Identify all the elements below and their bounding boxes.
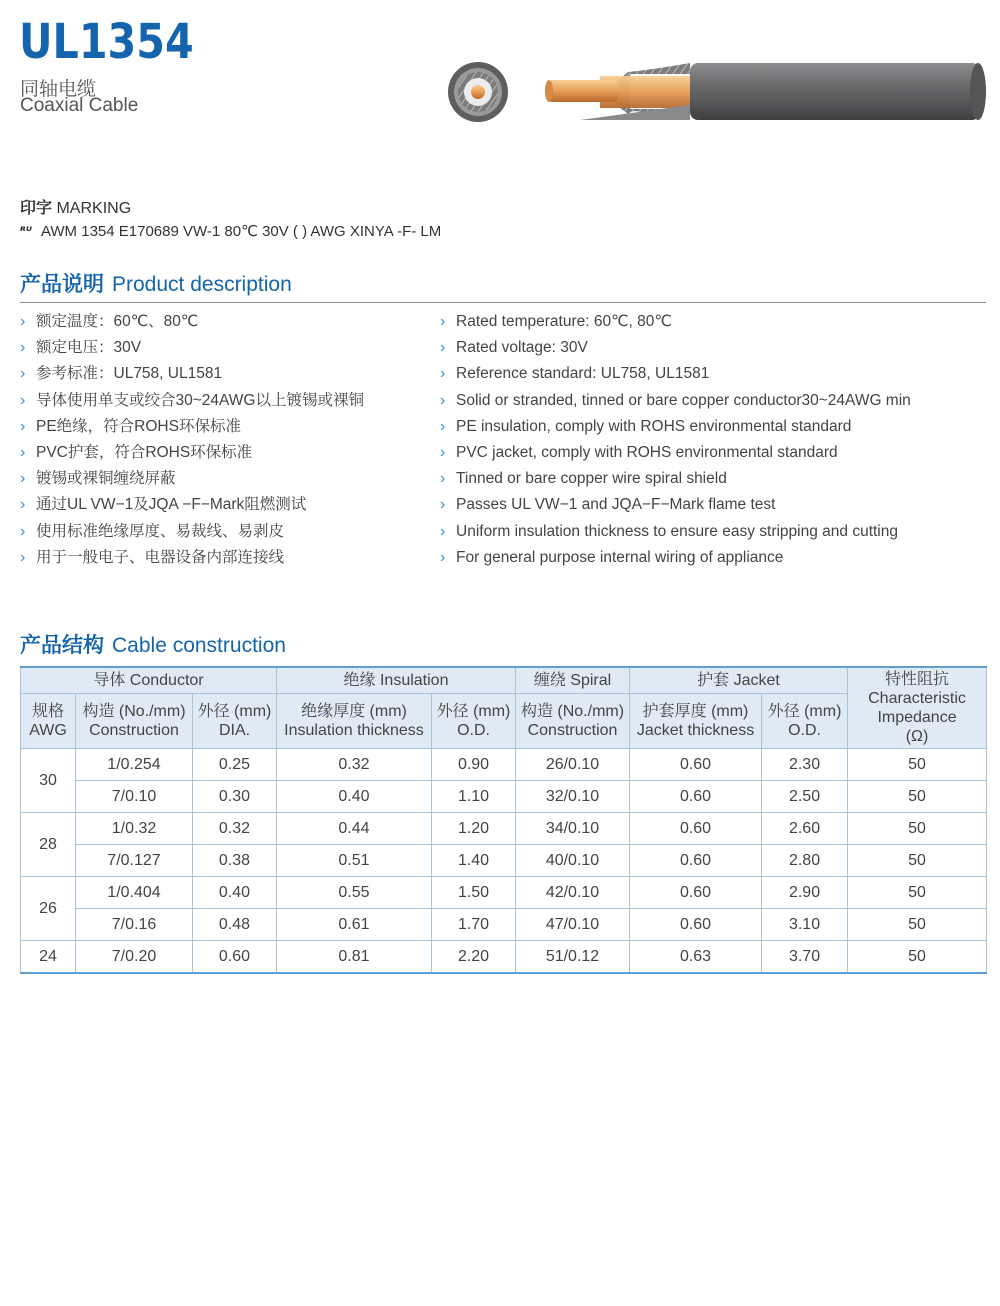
table-cell: 50 bbox=[848, 845, 987, 877]
table-cell: 1/0.32 bbox=[76, 813, 193, 845]
description-item-en bbox=[440, 363, 911, 389]
ul-listed-icon: ᴿᵁ bbox=[20, 224, 32, 238]
table-cell: 0.60 bbox=[630, 877, 762, 909]
chevron-right-icon: › bbox=[440, 470, 446, 488]
description-item-text: PVC jacket, comply with ROHS environmental standard bbox=[456, 443, 838, 461]
column-header-line: 护套厚度 (mm) bbox=[642, 703, 749, 720]
product-name-en: Coaxial Cable bbox=[20, 95, 139, 116]
table-cell: 0.60 bbox=[193, 941, 277, 974]
description-item-text: 额定电压：30V bbox=[36, 339, 142, 357]
table-cell: 0.38 bbox=[193, 845, 277, 877]
table-cell: 0.60 bbox=[630, 781, 762, 813]
description-item-cn bbox=[20, 468, 364, 494]
description-list-en bbox=[440, 311, 911, 573]
table-row bbox=[21, 781, 987, 813]
description-item-en bbox=[440, 494, 911, 520]
product-name-cn: 同轴电缆 bbox=[20, 79, 97, 100]
cable-construction-table bbox=[20, 666, 987, 974]
chevron-right-icon: › bbox=[20, 522, 26, 540]
table-cell: 2.30 bbox=[762, 749, 848, 781]
table-cell: 7/0.127 bbox=[76, 845, 193, 877]
description-item-en bbox=[440, 521, 911, 547]
table-cell: 26/0.10 bbox=[516, 749, 630, 781]
column-header bbox=[277, 694, 432, 749]
table-cell: 1.10 bbox=[432, 781, 516, 813]
table-cell: 1.20 bbox=[432, 813, 516, 845]
table-cell: 0.55 bbox=[277, 877, 432, 909]
construction-heading-cn: 产品结构 bbox=[20, 634, 104, 657]
chevron-right-icon: › bbox=[440, 365, 446, 383]
table-cell: 2.80 bbox=[762, 845, 848, 877]
chevron-right-icon: › bbox=[440, 443, 446, 461]
description-item-text: Rated voltage: 30V bbox=[456, 339, 588, 357]
column-header-line: 绝缘厚度 (mm) bbox=[301, 703, 407, 720]
table-cell: 51/0.12 bbox=[516, 941, 630, 974]
table-cell: 0.25 bbox=[193, 749, 277, 781]
column-header bbox=[516, 694, 630, 749]
awg-cell: 24 bbox=[21, 941, 76, 974]
description-item-cn bbox=[20, 390, 364, 416]
table-cell: 32/0.10 bbox=[516, 781, 630, 813]
chevron-right-icon: › bbox=[440, 522, 446, 540]
description-item-text: Rated temperature: 60℃, 80℃ bbox=[456, 313, 672, 330]
description-item-en bbox=[440, 468, 911, 494]
table-row bbox=[21, 845, 987, 877]
product-model-title: UL1354 bbox=[19, 14, 194, 70]
description-item-cn bbox=[20, 494, 364, 520]
conductor-group-header: 导体 Conductor bbox=[21, 667, 277, 694]
column-header-line: 外径 (mm) bbox=[197, 703, 272, 720]
description-item-cn bbox=[20, 416, 364, 442]
description-item-text: Uniform insulation thickness to ensure easy stripping and cutting bbox=[456, 522, 898, 540]
table-cell: 7/0.20 bbox=[76, 941, 193, 974]
awg-cell: 28 bbox=[21, 813, 76, 877]
construction-heading-en: Cable construction bbox=[112, 634, 286, 657]
table-cell: 0.32 bbox=[193, 813, 277, 845]
chevron-right-icon: › bbox=[20, 548, 26, 566]
column-header-line: Construction bbox=[527, 722, 618, 739]
chevron-right-icon: › bbox=[20, 470, 26, 488]
table-cell: 42/0.10 bbox=[516, 877, 630, 909]
description-item-text: 通过UL VW−1及JQA −F−Mark阻燃测试 bbox=[36, 496, 307, 514]
column-header-line: 构造 (No./mm) bbox=[520, 703, 625, 720]
description-item-text: PE insulation, comply with ROHS environmental standard bbox=[456, 417, 852, 435]
table-cell: 1/0.254 bbox=[76, 749, 193, 781]
chevron-right-icon: › bbox=[440, 391, 446, 409]
table-cell: 2.60 bbox=[762, 813, 848, 845]
table-cell: 0.40 bbox=[193, 877, 277, 909]
table-cell: 0.90 bbox=[432, 749, 516, 781]
description-item-text: Tinned or bare copper wire spiral shield bbox=[456, 470, 727, 488]
description-item-cn bbox=[20, 442, 364, 468]
table-cell: 1.70 bbox=[432, 909, 516, 941]
chevron-right-icon: › bbox=[20, 443, 26, 461]
description-item-cn bbox=[20, 547, 364, 573]
description-item-text: Passes UL VW−1 and JQA−F−Mark flame test bbox=[456, 496, 776, 514]
description-item-cn bbox=[20, 521, 364, 547]
spiral-group-header: 缠绕 Spiral bbox=[516, 667, 630, 694]
column-header bbox=[630, 694, 762, 749]
marking-label-en: MARKING bbox=[56, 200, 132, 217]
table-cell: 2.20 bbox=[432, 941, 516, 974]
column-header-line: 外径 (mm) bbox=[767, 703, 842, 720]
cable-construction-heading bbox=[20, 629, 986, 663]
jacket-group-header: 护套 Jacket bbox=[630, 667, 848, 694]
chevron-right-icon: › bbox=[20, 365, 26, 383]
column-header-line: 构造 (No./mm) bbox=[82, 703, 186, 720]
description-item-text: Reference standard: UL758, UL1581 bbox=[456, 365, 710, 383]
column-header-line: Insulation thickness bbox=[284, 722, 424, 739]
table-cell: 50 bbox=[848, 909, 987, 941]
description-item-en bbox=[440, 390, 911, 416]
description-item-text: 参考标准：UL758, UL1581 bbox=[36, 365, 223, 383]
description-heading-en: Product description bbox=[112, 273, 292, 296]
table-sub-header-row bbox=[21, 694, 987, 749]
impedance-header: 特性阻抗 Characteristic Impedance (Ω) bbox=[848, 667, 987, 749]
awg-cell: 30 bbox=[21, 749, 76, 813]
table-cell: 50 bbox=[848, 941, 987, 974]
table-cell: 40/0.10 bbox=[516, 845, 630, 877]
table-cell: 0.61 bbox=[277, 909, 432, 941]
description-list-cn bbox=[20, 311, 364, 573]
table-cell: 7/0.16 bbox=[76, 909, 193, 941]
table-cell: 1.40 bbox=[432, 845, 516, 877]
column-header-line: O.D. bbox=[457, 722, 490, 739]
description-item-text: 导体使用单支或绞合30~24AWG以上镀锡或裸铜 bbox=[36, 391, 364, 409]
description-item-en bbox=[440, 337, 911, 363]
table-cell: 50 bbox=[848, 781, 987, 813]
table-cell: 0.81 bbox=[277, 941, 432, 974]
table-cell: 50 bbox=[848, 749, 987, 781]
chevron-right-icon: › bbox=[440, 417, 446, 435]
awg-cell: 26 bbox=[21, 877, 76, 941]
description-item-text: PE绝缘，符合ROHS环保标准 bbox=[36, 417, 241, 435]
description-item-text: 镀锡或裸铜缠绕屏蔽 bbox=[36, 470, 176, 488]
table-cell: 7/0.10 bbox=[76, 781, 193, 813]
table-cell: 2.90 bbox=[762, 877, 848, 909]
table-cell: 0.32 bbox=[277, 749, 432, 781]
description-item-text: 使用标准绝缘厚度、易裁线、易剥皮 bbox=[36, 522, 285, 540]
chevron-right-icon: › bbox=[440, 339, 446, 357]
column-header-line: 外径 (mm) bbox=[436, 703, 511, 720]
table-cell: 0.63 bbox=[630, 941, 762, 974]
description-item-cn bbox=[20, 337, 364, 363]
marking-text: AWM 1354 E170689 VW-1 80℃ 30V ( ) AWG XINYA -F- LM bbox=[40, 223, 442, 240]
column-header-line: 规格 bbox=[31, 703, 64, 720]
table-group-header-row bbox=[21, 667, 987, 694]
chevron-right-icon: › bbox=[440, 313, 446, 330]
table-cell: 1/0.404 bbox=[76, 877, 193, 909]
column-header bbox=[193, 694, 277, 749]
marking-label-cn: 印字 bbox=[20, 200, 53, 217]
column-header bbox=[21, 694, 76, 749]
table-cell: 0.60 bbox=[630, 909, 762, 941]
marking-line bbox=[20, 222, 441, 240]
marking-label bbox=[20, 195, 131, 218]
table-cell: 50 bbox=[848, 813, 987, 845]
table-cell: 0.60 bbox=[630, 845, 762, 877]
column-header-line: Jacket thickness bbox=[636, 722, 755, 739]
cable-cross-section-icon bbox=[448, 62, 508, 122]
description-heading-cn: 产品说明 bbox=[20, 273, 104, 296]
table-row bbox=[21, 941, 987, 974]
column-header-line: DIA. bbox=[218, 722, 251, 739]
cable-side-view-icon bbox=[545, 63, 986, 120]
table-row bbox=[21, 877, 987, 909]
description-item-en bbox=[440, 547, 911, 573]
table-cell: 34/0.10 bbox=[516, 813, 630, 845]
chevron-right-icon: › bbox=[440, 548, 446, 566]
chevron-right-icon: › bbox=[20, 417, 26, 435]
table-row bbox=[21, 909, 987, 941]
table-cell: 0.44 bbox=[277, 813, 432, 845]
table-cell: 0.60 bbox=[630, 813, 762, 845]
chevron-right-icon: › bbox=[440, 496, 446, 514]
table-cell: 0.60 bbox=[630, 749, 762, 781]
table-cell: 1.50 bbox=[432, 877, 516, 909]
table-cell: 3.10 bbox=[762, 909, 848, 941]
table-row bbox=[21, 813, 987, 845]
product-description-heading bbox=[20, 268, 986, 303]
chevron-right-icon: › bbox=[20, 496, 26, 514]
description-item-cn bbox=[20, 311, 364, 337]
table-cell: 0.48 bbox=[193, 909, 277, 941]
description-item-text: PVC护套，符合ROHS环保标准 bbox=[36, 443, 253, 461]
table-row bbox=[21, 749, 987, 781]
chevron-right-icon: › bbox=[20, 313, 26, 330]
chevron-right-icon: › bbox=[20, 391, 26, 409]
table-body bbox=[21, 749, 987, 974]
table-cell: 0.40 bbox=[277, 781, 432, 813]
description-item-en bbox=[440, 311, 911, 337]
description-item-en bbox=[440, 442, 911, 468]
description-item-text: For general purpose internal wiring of appliance bbox=[456, 548, 784, 566]
coaxial-cable-illustration bbox=[440, 50, 990, 140]
column-header-line: Construction bbox=[89, 722, 179, 739]
column-header-line: O.D. bbox=[788, 722, 821, 739]
column-header bbox=[76, 694, 193, 749]
table-cell: 50 bbox=[848, 877, 987, 909]
description-item-en bbox=[440, 416, 911, 442]
table-cell: 0.30 bbox=[193, 781, 277, 813]
table-cell: 47/0.10 bbox=[516, 909, 630, 941]
table-cell: 0.51 bbox=[277, 845, 432, 877]
description-item-cn bbox=[20, 363, 364, 389]
description-item-text: 用于一般电子、电器设备内部连接线 bbox=[36, 548, 285, 566]
description-item-text: 额定温度：60℃、80℃ bbox=[36, 313, 199, 330]
table-cell: 2.50 bbox=[762, 781, 848, 813]
column-header bbox=[432, 694, 516, 749]
description-item-text: Solid or stranded, tinned or bare copper conductor30~24AWG min bbox=[456, 391, 911, 409]
chevron-right-icon: › bbox=[20, 339, 26, 357]
column-header bbox=[762, 694, 848, 749]
table-cell: 3.70 bbox=[762, 941, 848, 974]
insulation-group-header: 绝缘 Insulation bbox=[277, 667, 516, 694]
column-header-line: AWG bbox=[29, 722, 67, 739]
